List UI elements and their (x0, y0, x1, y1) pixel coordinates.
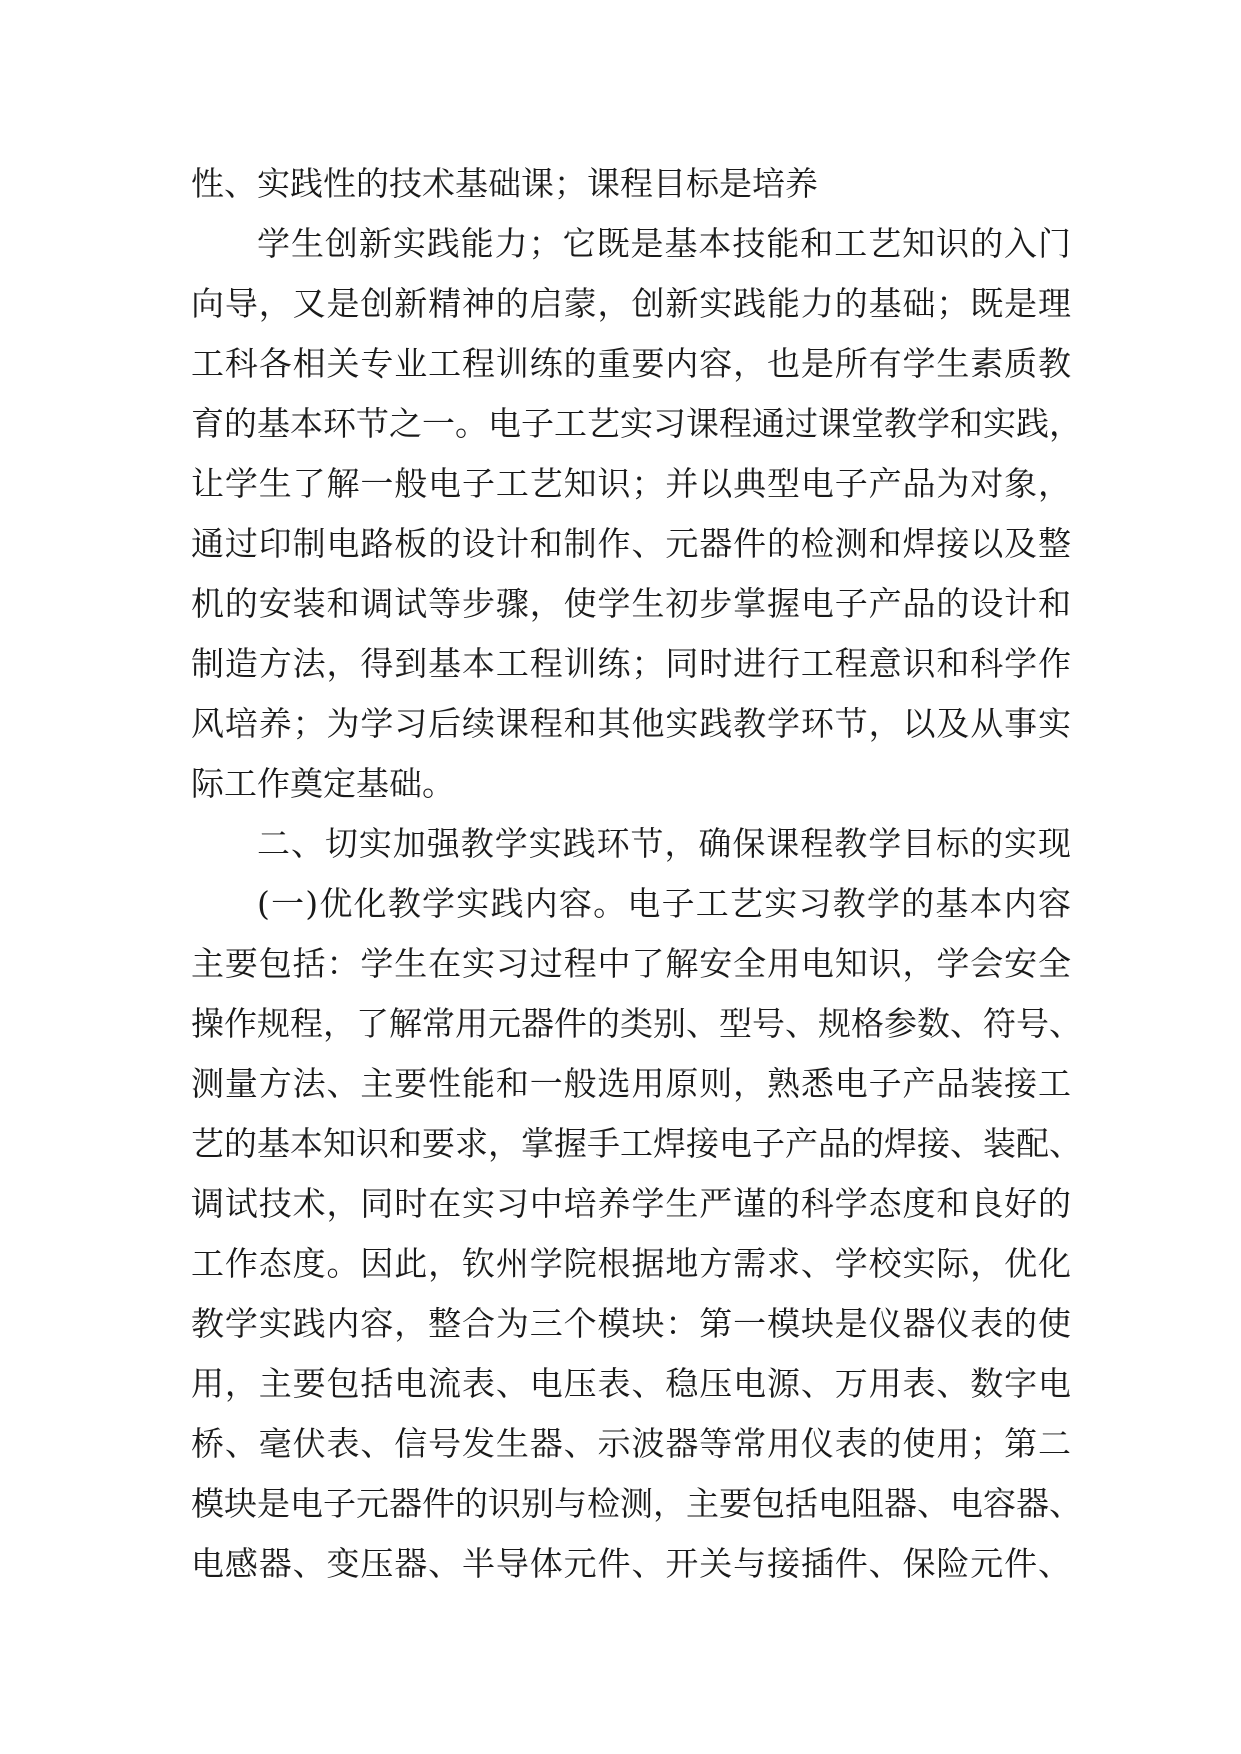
text-line: 主要包括：学生在实习过程中了解安全用电知识，学会安全 (191, 944, 1071, 983)
text-line: 工作态度。因此，钦州学院根据地方需求、学校实际，优化 (191, 1244, 1071, 1283)
body-text (191, 154, 1082, 1594)
text-line: 工科各相关专业工程训练的重要内容，也是所有学生素质教 (191, 344, 1071, 383)
text-line: 学生创新实践能力；它既是基本技能和工艺知识的入门 (257, 224, 1071, 263)
text-line: 教学实践内容，整合为三个模块：第一模块是仪器仪表的使 (191, 1304, 1071, 1343)
text-line: 向导，又是创新精神的启蒙，创新实践能力的基础；既是理 (191, 284, 1071, 323)
text-line: 测量方法、主要性能和一般选用原则，熟悉电子产品装接工 (191, 1064, 1071, 1103)
text-line: 性、实践性的技术基础课；课程目标是培养 (191, 164, 818, 203)
text-line: (一)优化教学实践内容。电子工艺实习教学的基本内容 (257, 884, 1071, 923)
text-line: 调试技术，同时在实习中培养学生严谨的科学态度和良好的 (191, 1184, 1071, 1223)
text-line: 让学生了解一般电子工艺知识；并以典型电子产品为对象， (191, 464, 1071, 503)
text-line: 际工作奠定基础。 (191, 764, 455, 803)
text-line: 艺的基本知识和要求，掌握手工焊接电子产品的焊接、装配、 (191, 1124, 1082, 1163)
text-line: 通过印制电路板的设计和制作、元器件的检测和焊接以及整 (191, 524, 1071, 563)
text-line: 用，主要包括电流表、电压表、稳压电源、万用表、数字电 (191, 1364, 1071, 1403)
text-line: 风培养；为学习后续课程和其他实践教学环节，以及从事实 (191, 704, 1071, 743)
text-line: 制造方法，得到基本工程训练；同时进行工程意识和科学作 (191, 644, 1071, 683)
text-line: 电感器、变压器、半导体元件、开关与接插件、保险元件、 (191, 1544, 1071, 1583)
text-line: 桥、毫伏表、信号发生器、示波器等常用仪表的使用；第二 (191, 1424, 1071, 1463)
text-line: 模块是电子元器件的识别与检测，主要包括电阻器、电容器、 (191, 1484, 1082, 1523)
text-line: 机的安装和调试等步骤，使学生初步掌握电子产品的设计和 (191, 584, 1071, 623)
text-line: 育的基本环节之一。电子工艺实习课程通过课堂教学和实践， (191, 404, 1082, 443)
text-line: 二、切实加强教学实践环节，确保课程教学目标的实现 (257, 824, 1071, 863)
text-line: 操作规程，了解常用元器件的类别、型号、规格参数、符号、 (191, 1004, 1082, 1043)
